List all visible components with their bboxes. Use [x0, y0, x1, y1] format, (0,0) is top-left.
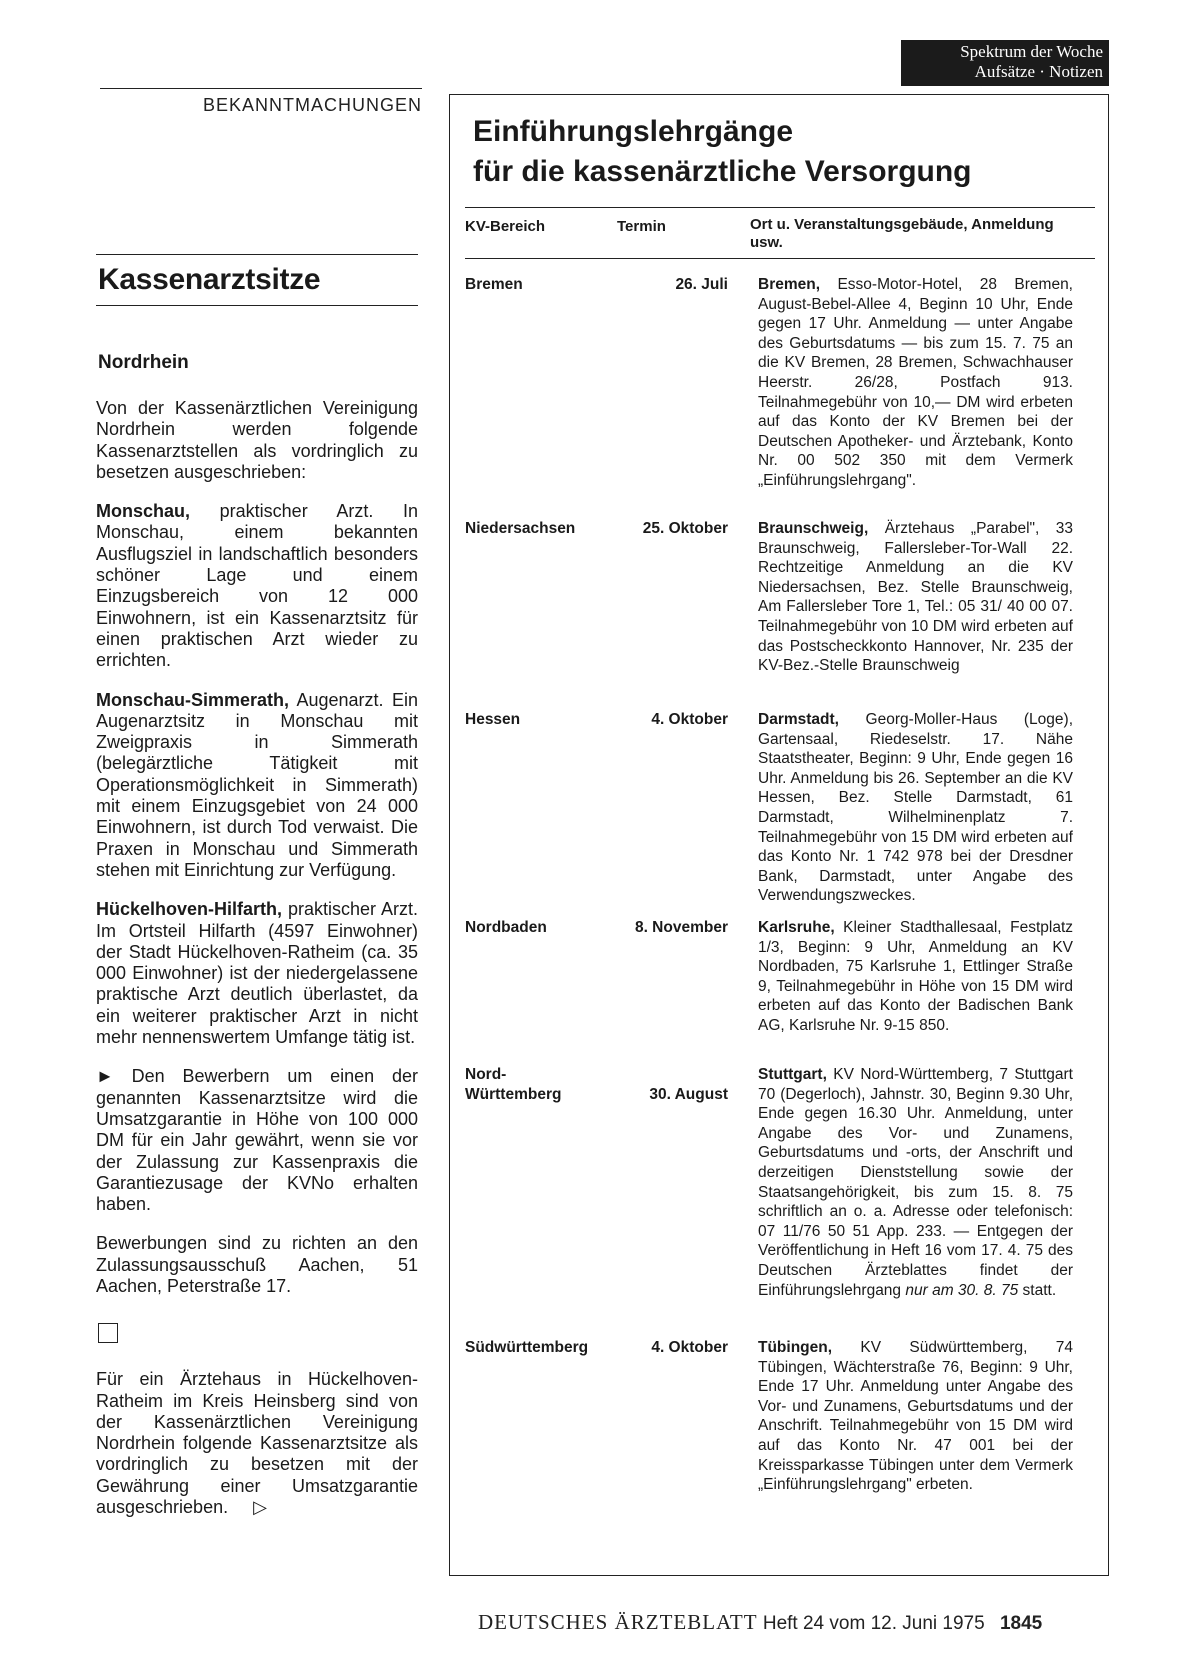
journal-masthead: DEUTSCHES ÄRZTEBLATT	[478, 1610, 758, 1634]
issue-info: Heft 24 vom 12. Juni 1975	[762, 1613, 985, 1634]
listing-text: Augenarzt. Ein Augenarztsitz in Monschau mit Zweigpraxis in Simmerath (belegärztliche Tätigkeit mit Operationsmöglichkeit in Simmerath) mit einem Einzugsgebiet von 24 000 Einwohnern, ist durch Tod verwaist. Die Praxen in Monschau und Simmerath stehen mit Einrichtung zur Verfügung.	[96, 689, 418, 880]
main-title-line-1: Einführungslehrgänge	[473, 115, 794, 148]
row-city: Karlsruhe,	[758, 919, 835, 936]
row-details	[758, 918, 1073, 1036]
row-region: Bremen	[465, 276, 523, 293]
table-header	[465, 207, 1095, 259]
badge-line-2: Aufsätze · Notizen	[974, 62, 1103, 81]
row-text: Kleiner Stadthallesaal, Festplatz 1/3, Beginn: 9 Uhr, Anmeldung an KV Nordbaden, 75 Karlsruhe 1, Ettlinger Straße 9, Teilnahmegebühr in Höhe von 15 DM wird erbeten auf das Konto der Badischen Bank AG, Karlsruhe Nr. 9-15 850.	[758, 919, 1073, 1034]
row-date: 4. Oktober	[651, 1339, 728, 1356]
region-subhead: Nordrhein	[98, 352, 189, 373]
left-title: Kassenarztsitze	[98, 263, 321, 296]
row-region: Hessen	[465, 711, 521, 728]
section-end-box-icon	[98, 1323, 118, 1343]
aerztehaus-text: Für ein Ärztehaus in Hückelhoven-Ratheim im Kreis Heinsberg sind von der Kassenärztlichen Vereinigung Nordrhein folgende Kassenarztsitze als vordringlich zu besetzen mit der Gewährung einer Umsatzgarantie ausgeschrieben.	[96, 1369, 418, 1518]
row-city: Stuttgart,	[758, 1066, 827, 1083]
section-label: BEKANNTMACHUNGEN	[100, 88, 422, 116]
title-rule-top	[96, 254, 418, 255]
title-rule-bottom	[96, 305, 418, 306]
page-footer	[478, 1610, 1108, 1640]
listing-hueckelhoven	[96, 899, 418, 1048]
guarantee-text: Den Bewerbern um einen der genannten Kassenarztsitze wird die Umsatzgarantie in Höhe von 100 000 DM für ein Jahr gewährt, wenn sie vor der Zulassung zur Kassenpraxis die Garantiezusage der KVNo erhalten haben.	[96, 1066, 418, 1215]
row-city: Bremen,	[758, 276, 821, 293]
row-details	[758, 1065, 1073, 1300]
row-text: Georg-Moller-Haus (Loge), Gartensaal, Riedeselstr. 17. Nähe Staatstheater, Beginn: 9 Uhr, Ende gegen 16 Uhr. Anmeldung bis 26. September an die KV Hessen, Bez. Stelle Darmstadt, 61 Darmstadt, Wilhelminenplatz 7. Teilnahmegebühr von 15 DM wird erbeten auf das Konto Nr. 1 742 978 bei der Dresdner Bank, Darmstadt, unter Angabe des Verwendungszweckes.	[758, 711, 1073, 905]
intro-paragraph: Von der Kassenärztlichen Vereinigung Nordrhein werden folgende Kassenarztstellen als vordringlich zu besetzen ausgeschrieben:	[96, 398, 418, 482]
header-location: Ort u. Veranstaltungsgebäude, Anmeldung usw.	[750, 216, 1054, 251]
row-details	[758, 710, 1073, 906]
row-date: 25. Oktober	[642, 520, 728, 537]
row-date: 26. Juli	[675, 276, 728, 293]
listing-monschau	[96, 501, 418, 671]
guarantee-note	[96, 1066, 418, 1215]
triangle-marker-icon: ►	[96, 1066, 114, 1087]
listing-place: Monschau-Simmerath,	[96, 689, 290, 710]
row-region: Niedersachsen	[465, 520, 576, 537]
row-details	[758, 275, 1073, 491]
row-region: Südwürttemberg	[465, 1339, 589, 1356]
listing-place: Hückelhoven-Hilfarth,	[96, 899, 283, 920]
row-date: 8. November	[634, 919, 728, 936]
row-region: Nordbaden	[465, 919, 547, 936]
header-date: Termin	[617, 218, 666, 235]
listing-text: praktischer Arzt. In Monschau, einem bekannten Ausflugsziel in landschaftlich besonders schöner Lage und einem Einzugsbereich von 12 000 Einwohnern, ist ein Kassenarztsitz für einen praktischen Arzt wieder zu errichten.	[96, 501, 418, 671]
row-city: Tübingen,	[758, 1339, 833, 1356]
main-title-line-2: für die kassenärztliche Versorgung	[473, 155, 972, 188]
header-region: KV-Bereich	[465, 218, 546, 235]
section-badge	[901, 40, 1109, 86]
row-details	[758, 1338, 1073, 1495]
row-text: KV Nord-Württemberg, 7 Stuttgart 70 (Degerloch), Jahnstr. 30, Beginn 9.30 Uhr, Ende gegen 16.30 Uhr. Anmeldung, unter Angabe des Vor- und Zunamens, Geburtsdatums und -orts, der Anschrift und derzeitigen Dienststellung sowie der Staatsangehörigkeit, bis zum 15. 8. 75 schriftlich an o. a. Adresse oder telefonisch: 07 11/76 50 51 App. 233. — Entgegen der Veröffentlichung in Heft 16 vom 17. 4. 75 des Deutschen Ärzteblattes findet der Einführungslehrgang	[758, 1066, 1073, 1299]
left-column	[96, 254, 418, 1518]
row-text: Esso-Motor-Hotel, 28 Bremen, August-Bebel-Allee 4, Beginn 10 Uhr, Ende gegen 17 Uhr. Anmeldung — unter Angabe des Geburtsdatums — bis zum 15. 7. 75 an die KV Bremen, 28 Bremen, Schwachhauser Heerstr. 26/28, Postfach 913. Teilnahmegebühr von 10,— DM wird erbeten auf das Konto der KV Bremen bei der Deutschen Apotheker- und Ärztebank, Konto Nr. 00 502 350 mit dem Vermerk „Einführungslehrgang".	[758, 276, 1073, 489]
main-title	[473, 112, 1103, 192]
listing-text: praktischer Arzt. Im Ortsteil Hilfarth (4597 Einwohner) der Stadt Hückelhoven-Ratheim (ca. 35 000 Einwohner) ist der niedergelassene praktische Arzt deutlich überlastet, da ein weiterer praktischer Arzt in nicht mehr nennenswertem Umfange tätig ist.	[96, 899, 418, 1048]
row-details	[758, 519, 1073, 676]
listing-place: Monschau,	[96, 501, 191, 522]
row-region: Nord-Württemberg	[465, 1066, 562, 1103]
continue-arrow-icon: ▷	[253, 1497, 267, 1518]
row-text-emphasis: nur am 30. 8. 75	[905, 1281, 1019, 1299]
row-city: Darmstadt,	[758, 711, 839, 728]
row-text: KV Südwürttemberg, 74 Tübingen, Wächterstraße 76, Beginn: 9 Uhr, Ende 17 Uhr. Anmeldung unter Angabe des Vor- und Zunamens, Geburtsdatums und der Anschrift. Teilnahmegebühr von 15 DM wird auf das Konto Nr. 47 001 bei der Kreissparkasse Tübingen unter dem Vermerk „Einführungslehrgang" erbeten.	[758, 1339, 1073, 1494]
badge-line-1: Spektrum der Woche	[960, 42, 1103, 61]
row-city: Braunschweig,	[758, 520, 869, 537]
row-date: 30. August	[649, 1086, 728, 1103]
row-text-end: statt.	[1018, 1281, 1057, 1299]
page-number: 1845	[999, 1613, 1043, 1634]
row-text: Ärztehaus „Parabel", 33 Braunschweig, Fallersleber-Tor-Wall 22. Rechtzeitige Anmeldung an die KV Niedersachsen, Bez. Stelle Braunschweig, Am Fallersleber Tore 1, Tel.: 05 31/ 40 00 07. Teilnahmegebühr von 10 DM wird erbeten auf das Postscheckkonto Hannover, Nr. 235 der KV-Bez.-Stelle Braunschweig	[758, 520, 1073, 675]
row-date: 4. Oktober	[651, 711, 728, 728]
application-note: Bewerbungen sind zu richten an den Zulassungsausschuß Aachen, 51 Aachen, Peterstraße 17.	[96, 1233, 418, 1296]
listing-monschau-simmerath	[96, 690, 418, 882]
aerztehaus-paragraph	[96, 1369, 418, 1518]
